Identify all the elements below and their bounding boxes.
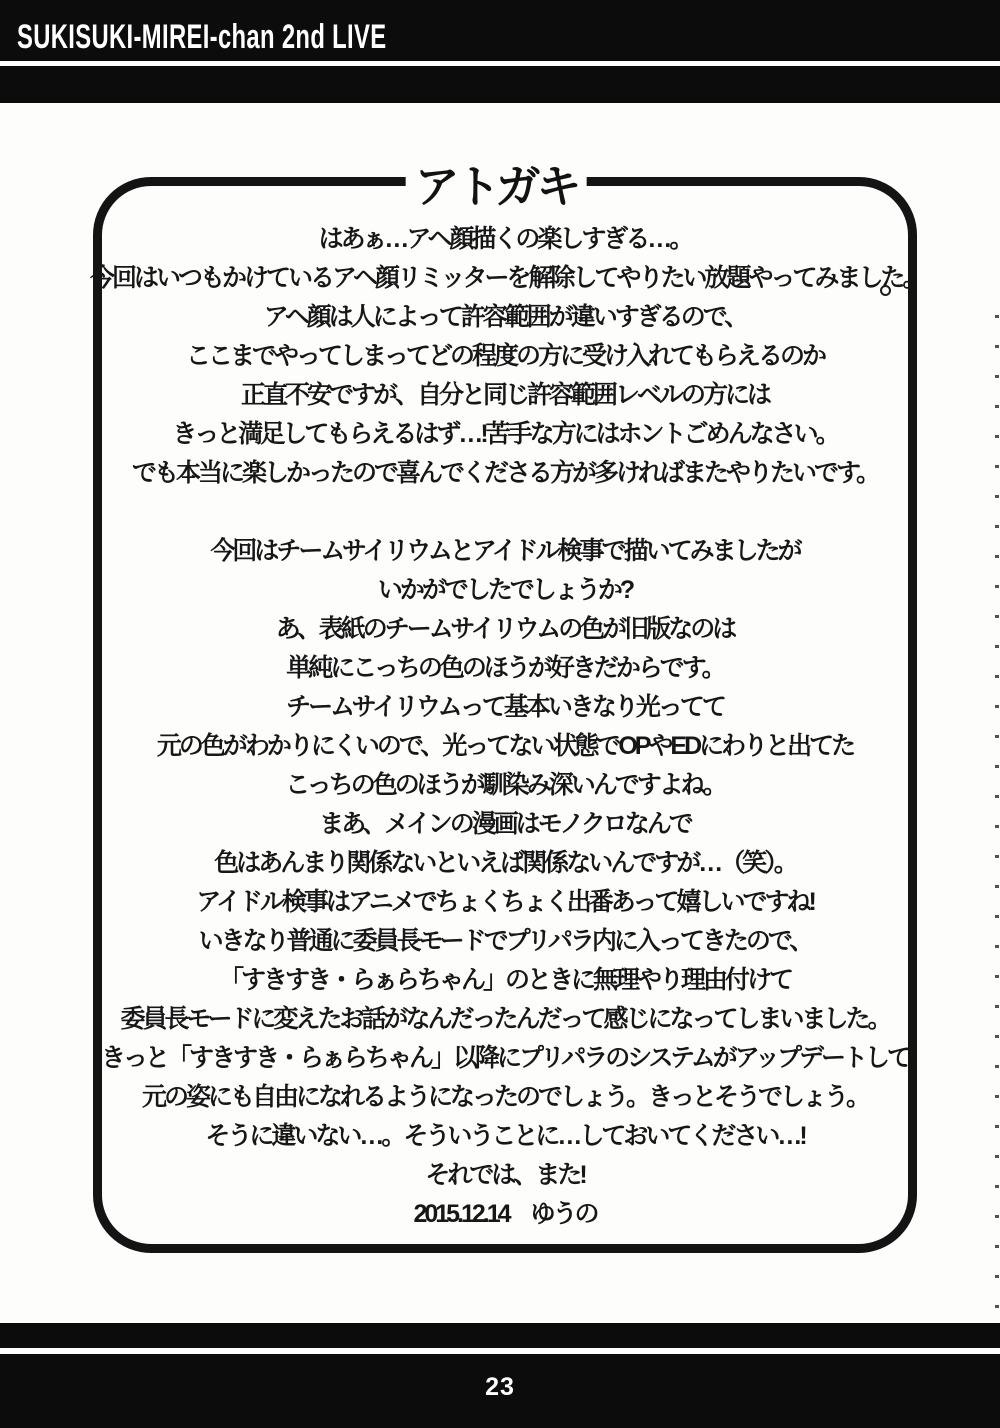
afterword-line: そうに違いない…。そういうことに…しておいてください…! (205, 1122, 805, 1150)
afterword-line: 今回はチームサイリウムとアイドル検事で描いてみましたが (210, 537, 800, 565)
afterword-line: 2015.12.14 ゆうの (413, 1200, 597, 1228)
footer-divider-line (0, 1348, 1000, 1354)
afterword-line: 色はあんまり関係ないといえば関係ないんですが…（笑）。 (214, 849, 796, 877)
afterword-line: アヘ顔は人によって許容範囲が違いすぎるので、 (263, 303, 747, 331)
scan-artifact-ring (880, 285, 891, 296)
page-number: 23 (485, 1373, 515, 1401)
afterword-line: 今回はいつもかけているアヘ顔リミッターを解除してやりたい放題やってみました。 (90, 264, 925, 292)
afterword-title: アトガキ (406, 156, 587, 218)
afterword-line: 委員長モードに変えたお話がなんだったんだって感じになってしまいました。 (120, 1005, 890, 1033)
afterword-line: きっと満足してもらえるはず…!苦手な方にはホントごめんなさい。 (172, 420, 838, 448)
afterword-line: まあ、メインの漫画はモノクロなんで (319, 810, 691, 838)
afterword-line: 単純にこっちの色のほうが好きだからです。 (286, 654, 724, 682)
afterword-line: それでは、また! (425, 1161, 585, 1189)
afterword-line: ここまでやってしまってどの程度の方に受け入れてもらえるのか (185, 342, 824, 370)
afterword-line: アイドル検事はアニメでちょくちょく出番あって嬉しいですね! (196, 888, 814, 916)
afterword-line: 正直不安ですが、自分と同じ許容範囲レベルの方には (240, 381, 769, 409)
afterword-line: でも本当に楽しかったので喜んでくださる方が多ければまたやりたいです。 (131, 459, 878, 487)
afterword-line: はあぁ…アヘ顔描くの楽しすぎる…。 (318, 225, 692, 253)
afterword-line: いきなり普通に委員長モードでプリパラ内に入ってきたので、 (198, 927, 812, 955)
afterword-line: いかがでしたでしょうか? (377, 576, 633, 604)
afterword-line: チームサイリウムって基本いきなり光ってて (286, 693, 724, 721)
afterword-line: こっちの色のほうが馴染み深いんですよね。 (285, 771, 725, 799)
header-title: SUKISUKI-MIREI-chan 2nd LIVE (17, 18, 387, 56)
header-bar (0, 0, 1000, 103)
afterword-line (90, 493, 920, 532)
afterword-line: 元の姿にも自由になれるようになったのでしょう。きっとそうでしょう。 (141, 1083, 868, 1111)
footer-bar (0, 1323, 1000, 1428)
afterword-line: きっと「すきすき・らぁらちゃん」以降にプリパラのシステムがアップデートして (100, 1044, 909, 1072)
header-divider-line (0, 61, 1000, 66)
scan-noise-right-edge (995, 315, 999, 1320)
afterword-line: 「すきすき・らぁらちゃん」のときに無理やり理由付けて (218, 966, 791, 994)
afterword-line: あ、表紙のチームサイリウムの色が旧版なのは (275, 615, 735, 643)
afterword-line: 元の色がわかりにくいので、光ってない状態でOPやEDにわりと出てた (156, 732, 854, 760)
afterword-body (90, 220, 925, 1234)
